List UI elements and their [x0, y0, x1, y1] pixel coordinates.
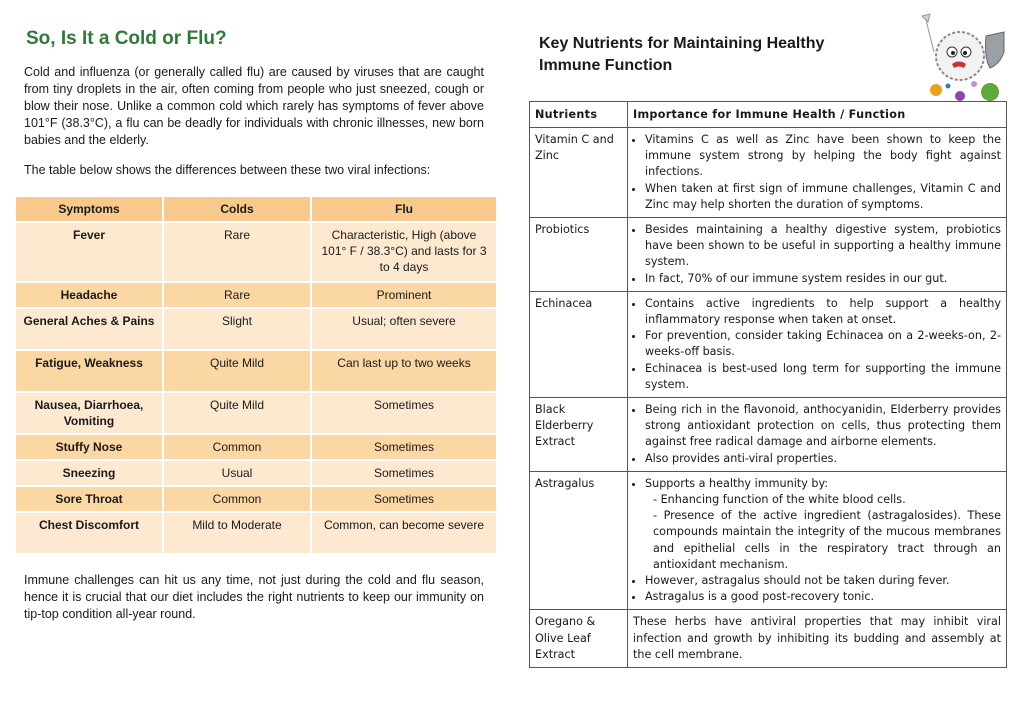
- nutrient-importance: [628, 218, 1007, 292]
- flu-cell: Characteristic, High (above 101° F / 38.3°C) and lasts for 3 to 4 days: [312, 223, 496, 281]
- nutrient-name: Vitamin C and Zinc: [530, 128, 628, 218]
- flu-cell: Can last up to two weeks: [312, 351, 496, 391]
- header-importance: Importance for Immune Health / Function: [628, 102, 1007, 128]
- colds-cell: Rare: [164, 223, 310, 281]
- list-item: • When taken at first sign of immune challenges, Vitamin C and Zinc may help shorten the duration of symptoms.: [645, 181, 1001, 213]
- symptom-cell: Stuffy Nose: [16, 435, 162, 459]
- list-item: • Besides maintaining a healthy digestive system, probiotics have been shown to be useful in supporting a healthy immune system.: [645, 222, 1001, 271]
- nutrient-importance: [628, 128, 1007, 218]
- nutrient-importance: [628, 610, 1007, 668]
- table-lead-text: The table below shows the differences between these two viral infections:: [24, 163, 431, 177]
- list-item: • However, astragalus should not be taken during fever.: [645, 573, 1001, 589]
- colds-cell: Slight: [164, 309, 310, 349]
- symptom-cell: Headache: [16, 283, 162, 307]
- nutrient-name: Black Elderberry Extract: [530, 398, 628, 472]
- symptom-cell: Sneezing: [16, 461, 162, 485]
- nutrient-text: These herbs have antiviral properties that may inhibit viral infection and growth by inhibiting its budding and assembly at the cell membrane.: [633, 615, 1001, 661]
- page-title: So, Is It a Cold or Flu?: [26, 28, 227, 49]
- nutrient-row-elderberry: [530, 398, 1007, 472]
- nutrient-row-astragalus: [530, 471, 1007, 610]
- nutrient-row-probiotics: [530, 218, 1007, 292]
- list-item-text: Supports a healthy immunity by:: [645, 476, 829, 490]
- table-row: [16, 283, 496, 307]
- table-row: [16, 309, 496, 349]
- symptom-cell: General Aches & Pains: [16, 309, 162, 349]
- flu-cell: Usual; often severe: [312, 309, 496, 349]
- colds-cell: Usual: [164, 461, 310, 485]
- flu-cell: Sometimes: [312, 435, 496, 459]
- symptom-cell: Sore Throat: [16, 487, 162, 511]
- colds-cell: Rare: [164, 283, 310, 307]
- colds-cell: Quite Mild: [164, 393, 310, 433]
- nutrient-row-oregano: [530, 610, 1007, 668]
- list-item: • For prevention, consider taking Echinacea on a 2-weeks-on, 2-weeks-off basis.: [645, 328, 1001, 360]
- header-symptoms: Symptoms: [16, 197, 162, 221]
- sub-item: - Enhancing function of the white blood cells.: [653, 493, 906, 507]
- table-row: [16, 435, 496, 459]
- nutrient-row-vitamin-c-zinc: [530, 128, 1007, 218]
- nutrient-importance: [628, 471, 1007, 610]
- nutrients-title-line1: Key Nutrients for Maintaining Healthy: [539, 35, 825, 52]
- nutrient-name: Oregano & Olive Leaf Extract: [530, 610, 628, 668]
- nutrient-row-echinacea: [530, 291, 1007, 397]
- header-flu: Flu: [312, 197, 496, 221]
- nutrient-name: Echinacea: [530, 291, 628, 397]
- header-colds: Colds: [164, 197, 310, 221]
- table-row: [16, 223, 496, 281]
- flu-cell: Common, can become severe: [312, 513, 496, 553]
- immune-cell-warrior-icon: [912, 12, 1012, 108]
- list-item: • Contains active ingredients to help support a healthy inflammatory response when taken at onset.: [645, 296, 1001, 328]
- list-item: • Echinacea is best-used long term for supporting the immune system.: [645, 361, 1001, 393]
- table-row: [16, 351, 496, 391]
- nutrients-table: [529, 101, 1007, 668]
- list-item: • Vitamins C as well as Zinc have been shown to keep the immune system strong by helping the body fight against infections.: [645, 132, 1001, 181]
- list-item: • Being rich in the flavonoid, anthocyanidin, Elderberry provides strong antioxidant protection on cells, thus protecting them against free radical damage and airborne elements.: [645, 402, 1001, 451]
- symptom-cell: Fatigue, Weakness: [16, 351, 162, 391]
- header-nutrients: Nutrients: [530, 102, 628, 128]
- colds-cell: Quite Mild: [164, 351, 310, 391]
- nutrients-title: [539, 33, 879, 77]
- table-row: [16, 487, 496, 511]
- nutrient-importance: [628, 291, 1007, 397]
- symptoms-table: [14, 195, 498, 555]
- colds-cell: Common: [164, 487, 310, 511]
- intro-paragraph: Cold and influenza (or generally called flu) are caused by viruses that are caught from tiny droplets in the air, often coming from people who just sneezed, cough or blow their nose. Unlike a common cold which rarely has symptoms of fever above 101°F (38.3°C), a flu can be deadly for individuals with chronic illnesses, new born babies and the elderly.: [24, 65, 484, 147]
- table-row: [16, 513, 496, 553]
- colds-cell: Mild to Moderate: [164, 513, 310, 553]
- symptom-cell: Nausea, Diarrhoea, Vomiting: [16, 393, 162, 433]
- nutrient-importance: [628, 398, 1007, 472]
- nutrient-name: Probiotics: [530, 218, 628, 292]
- flu-cell: Sometimes: [312, 393, 496, 433]
- flu-cell: Sometimes: [312, 461, 496, 485]
- symptoms-table-header: [16, 197, 496, 221]
- list-item: [645, 476, 1001, 573]
- outro-paragraph: Immune challenges can hit us any time, not just during the cold and flu season, hence it is crucial that our diet includes the right nutrients to keep our immunity on tip-top condition all-year round.: [24, 573, 484, 621]
- sub-item: - Presence of the active ingredient (astragalosides). These compounds maintain the integrity of the mucous membranes and epithelial cells in the respiratory tract through an antioxidant mechanism.: [653, 509, 1001, 571]
- nutrient-name: Astragalus: [530, 471, 628, 610]
- flu-cell: Prominent: [312, 283, 496, 307]
- symptom-cell: Chest Discomfort: [16, 513, 162, 553]
- list-item: • Astragalus is a good post-recovery tonic.: [645, 589, 1001, 605]
- colds-cell: Common: [164, 435, 310, 459]
- table-row: [16, 393, 496, 433]
- table-row: [16, 461, 496, 485]
- symptom-cell: Fever: [16, 223, 162, 281]
- nutrients-table-header: [530, 102, 1007, 128]
- nutrients-title-line2: Immune Function: [539, 57, 673, 74]
- list-item: • In fact, 70% of our immune system resides in our gut.: [645, 271, 1001, 287]
- list-item: • Also provides anti-viral properties.: [645, 451, 1001, 467]
- flu-cell: Sometimes: [312, 487, 496, 511]
